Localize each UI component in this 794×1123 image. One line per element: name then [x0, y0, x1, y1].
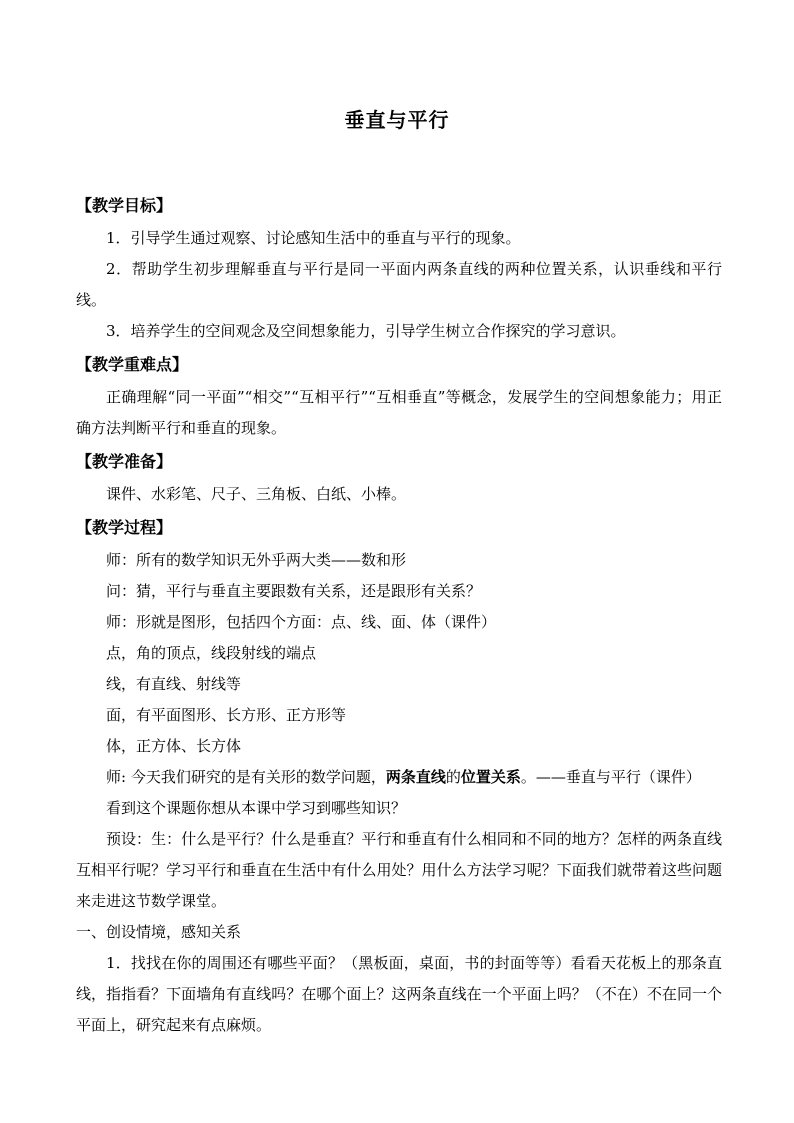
teacher-line-suffix: 。——垂直与平行（课件）	[520, 768, 701, 786]
preset-paragraph: 预设：生：什么是平行？什么是垂直？平行和垂直有什么相同和不同的地方？怎样的两条直线互相平行呢？学习平行和垂直在生活中有什么用处？用什么方法学习呢？下面我们就带着这些问题来走进这节数学课堂。	[76, 830, 722, 910]
teacher-line-mid: 的	[445, 768, 461, 786]
process-line-6: 面，有平面图形、长方形、正方形等	[106, 706, 347, 724]
goal-item-3: 3．培养学生的空间观念及空间想象能力，引导学生树立合作探究的学习意识。	[106, 322, 626, 340]
process-line-5: 线，有直线、射线等	[106, 675, 242, 693]
part1-heading: 一、创设情境，感知关系	[76, 923, 242, 941]
teacher-line-bold-1: 两条直线	[385, 768, 446, 786]
section-heading-goals: 【教学目标】	[76, 196, 173, 215]
preparation-text: 课件、水彩笔、尺子、三角板、白纸、小棒。	[106, 485, 407, 503]
page-title: 垂直与平行	[344, 108, 450, 132]
teacher-line-bold-2: 位置关系	[460, 768, 521, 786]
key-points-text: 正确理解“同一平面”“相交”“互相平行”“互相垂直”等概念，发展学生的空间想象能力；用正确方法判断平行和垂直的现象。	[76, 388, 722, 437]
process-line-7: 体，正方体、长方体	[106, 737, 242, 755]
document-body	[76, 188, 722, 1041]
section-heading-preparation: 【教学准备】	[76, 452, 173, 471]
part1-item-1: 1．找找在你的周围还有哪些平面？（黑板面，桌面，书的封面等等）看看天花板上的那条直线，指指看？下面墙角有直线吗？在哪个面上？这两条直线在一个平面上吗？（不在）不在同一个平面上，研究起来有点麻烦。	[76, 954, 722, 1034]
goal-item-2: 2．帮助学生初步理解垂直与平行是同一平面内两条直线的两种位置关系，认识垂线和平行线。	[76, 260, 722, 309]
process-line-3: 师：形就是图形，包括四个方面：点、线、面、体（课件）	[106, 613, 497, 631]
section-heading-key-points: 【教学重难点】	[76, 355, 189, 374]
process-line-2: 问：猜，平行与垂直主要跟数有关系，还是跟形有关系？	[106, 582, 482, 600]
section-heading-process: 【教学过程】	[76, 518, 173, 537]
process-line-4: 点，角的顶点，线段射线的端点	[106, 644, 317, 662]
teacher-line	[76, 762, 722, 793]
process-line-1: 师：所有的数学知识无外乎两大类——数和形	[106, 551, 407, 569]
teacher-line-prefix: 师: 今天我们研究的是有关形的数学问题，	[106, 768, 386, 786]
question-line: 看到这个课题你想从本课中学习到哪些知识？	[106, 799, 407, 817]
goal-item-1: 1．引导学生通过观察、讨论感知生活中的垂直与平行的现象。	[106, 229, 521, 247]
